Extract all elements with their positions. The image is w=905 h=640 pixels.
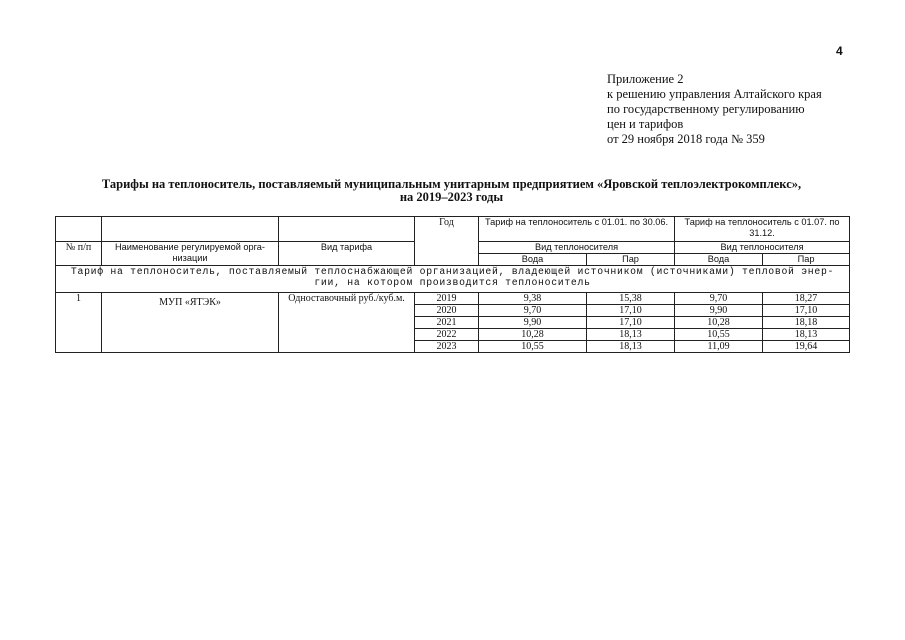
value-cell: 18,27	[763, 293, 850, 305]
tariff-kind: Одноставочный руб./куб.м.	[279, 293, 415, 353]
value-cell: 10,28	[479, 329, 587, 341]
header-water-2: Вода	[675, 254, 763, 266]
header-carrier-type-2: Вид теплоносителя	[675, 242, 850, 254]
header-org: Наименование регулируемой орга-низации	[102, 242, 279, 266]
value-cell: 18,18	[763, 317, 850, 329]
header-blank	[279, 217, 415, 242]
value-cell: 10,55	[479, 341, 587, 353]
value-cell: 9,90	[675, 305, 763, 317]
appendix-line: цен и тарифов	[607, 117, 684, 131]
year-cell: 2023	[415, 341, 479, 353]
header-blank	[102, 217, 279, 242]
value-cell: 9,70	[479, 305, 587, 317]
value-cell: 17,10	[587, 317, 675, 329]
header-water-1: Вода	[479, 254, 587, 266]
section-title: Тариф на теплоноситель, поставляемый теплоснабжающей организацией, владеющей источником (источниками) тепловой энер-гии, на котором производится теплоноситель	[56, 266, 850, 293]
appendix-line: по государственному регулированию	[607, 102, 805, 116]
value-cell: 10,28	[675, 317, 763, 329]
document-title	[54, 178, 849, 204]
value-cell: 9,38	[479, 293, 587, 305]
header-blank	[56, 217, 102, 242]
value-cell: 9,90	[479, 317, 587, 329]
value-cell: 17,10	[587, 305, 675, 317]
org-name: МУП «ЯТЭК»	[102, 293, 279, 353]
header-tariff-type: Вид тарифа	[279, 242, 415, 266]
header-steam-1: Пар	[587, 254, 675, 266]
title-line-2: на 2019–2023 годы	[399, 190, 504, 204]
year-cell: 2021	[415, 317, 479, 329]
header-steam-2: Пар	[763, 254, 850, 266]
year-cell: 2019	[415, 293, 479, 305]
appendix-line: к решению управления Алтайского края	[607, 87, 822, 101]
page-number: 4	[836, 44, 843, 58]
appendix-block	[607, 72, 822, 147]
year-cell: 2020	[415, 305, 479, 317]
header-year: Год	[415, 217, 479, 266]
row-number: 1	[56, 293, 102, 353]
value-cell: 17,10	[763, 305, 850, 317]
header-carrier-type-1: Вид теплоносителя	[479, 242, 675, 254]
value-cell: 15,38	[587, 293, 675, 305]
value-cell: 11,09	[675, 341, 763, 353]
header-num: № п/п	[56, 242, 102, 266]
appendix-line: Приложение 2	[607, 72, 684, 86]
value-cell: 10,55	[675, 329, 763, 341]
header-period-2: Тариф на теплоноситель с 01.07. по 31.12.	[675, 217, 850, 242]
value-cell: 18,13	[587, 341, 675, 353]
appendix-line: от 29 ноября 2018 года № 359	[607, 132, 765, 146]
value-cell: 9,70	[675, 293, 763, 305]
header-period-1: Тариф на теплоноситель с 01.01. по 30.06.	[479, 217, 675, 242]
tariff-table	[55, 216, 850, 353]
value-cell: 18,13	[763, 329, 850, 341]
value-cell: 19,64	[763, 341, 850, 353]
title-line-1: Тарифы на теплоноситель, поставляемый муниципальным унитарным предприятием «Яровской теплоэлектрокомплекс»,	[101, 177, 802, 191]
year-cell: 2022	[415, 329, 479, 341]
value-cell: 18,13	[587, 329, 675, 341]
